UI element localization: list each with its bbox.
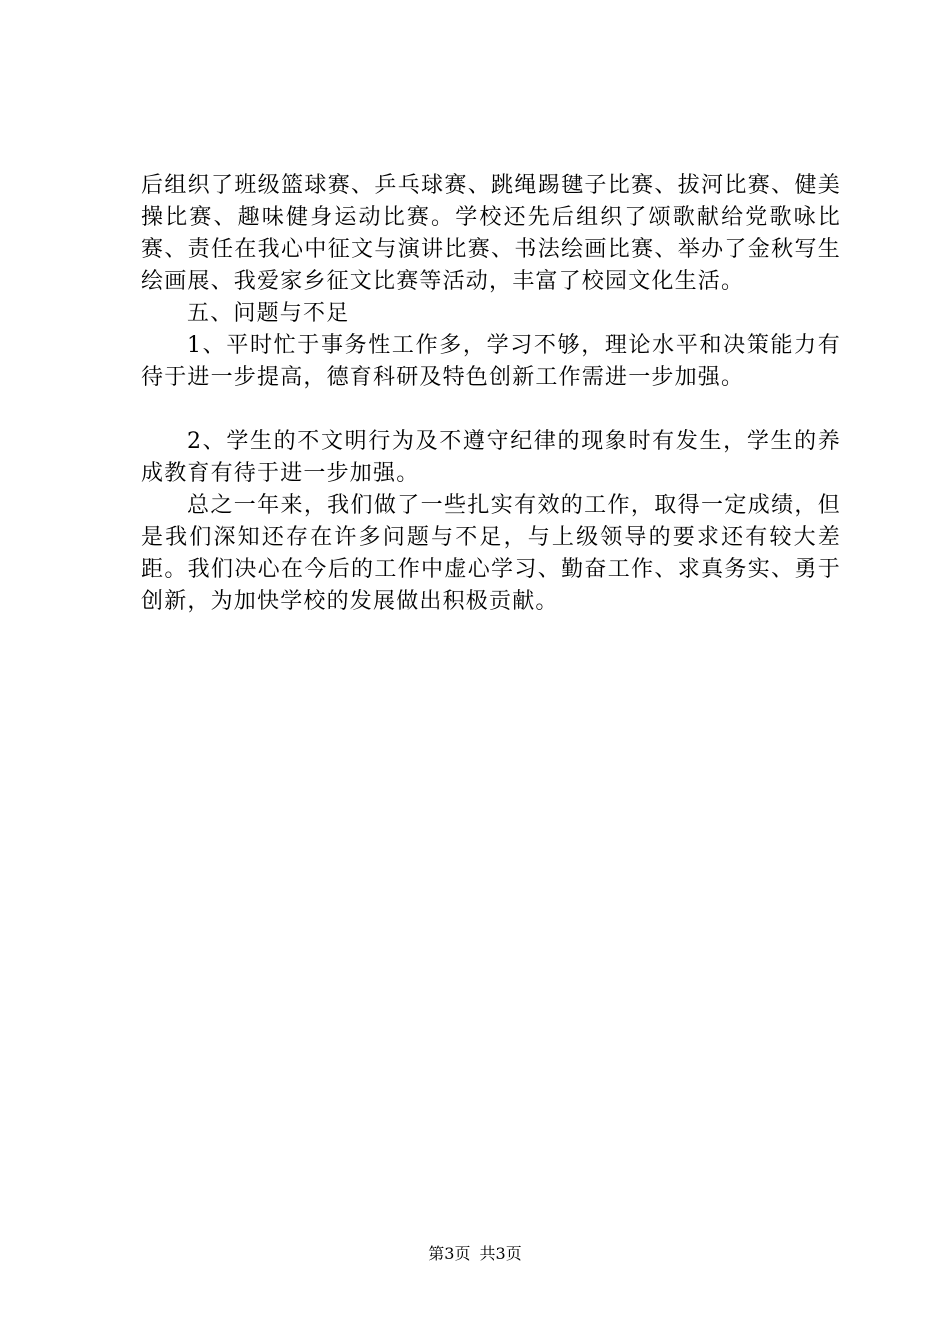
paragraph-conclusion: 总之一年来，我们做了一些扎实有效的工作，取得一定成绩，但是我们深知还存在许多问题与不足，与上级领导的要求还有较大差距。我们决心在今后的工作中虚心学习、勤奋工作、求真务实、勇于创新，为加快学校的发展做出积极贡献。 <box>141 493 841 614</box>
section-heading: 五、问题与不足 <box>187 301 350 326</box>
paragraph-item-2: 2、学生的不文明行为及不遵守纪律的现象时有发生，学生的养成教育有待于进一步加强。 <box>141 429 841 486</box>
paragraph-item-1: 1、平时忙于事务性工作多，学习不够，理论水平和决策能力有待于进一步提高，德育科研及特色创新工作需进一步加强。 <box>141 333 841 390</box>
document-body <box>141 170 841 618</box>
paragraph-gap <box>141 394 841 426</box>
page-number: 第3页 <box>428 1244 471 1263</box>
page-footer <box>0 1244 950 1264</box>
paragraph-continuation: 后组织了班级篮球赛、乒乓球赛、跳绳踢毽子比赛、拔河比赛、健美操比赛、趣味健身运动比赛。学校还先后组织了颂歌献给党歌咏比赛、责任在我心中征文与演讲比赛、书法绘画比赛、举办了金秋写生绘画展、我爱家乡征文比赛等活动，丰富了校园文化生活。 <box>141 173 841 294</box>
page-total: 共3页 <box>479 1244 522 1263</box>
